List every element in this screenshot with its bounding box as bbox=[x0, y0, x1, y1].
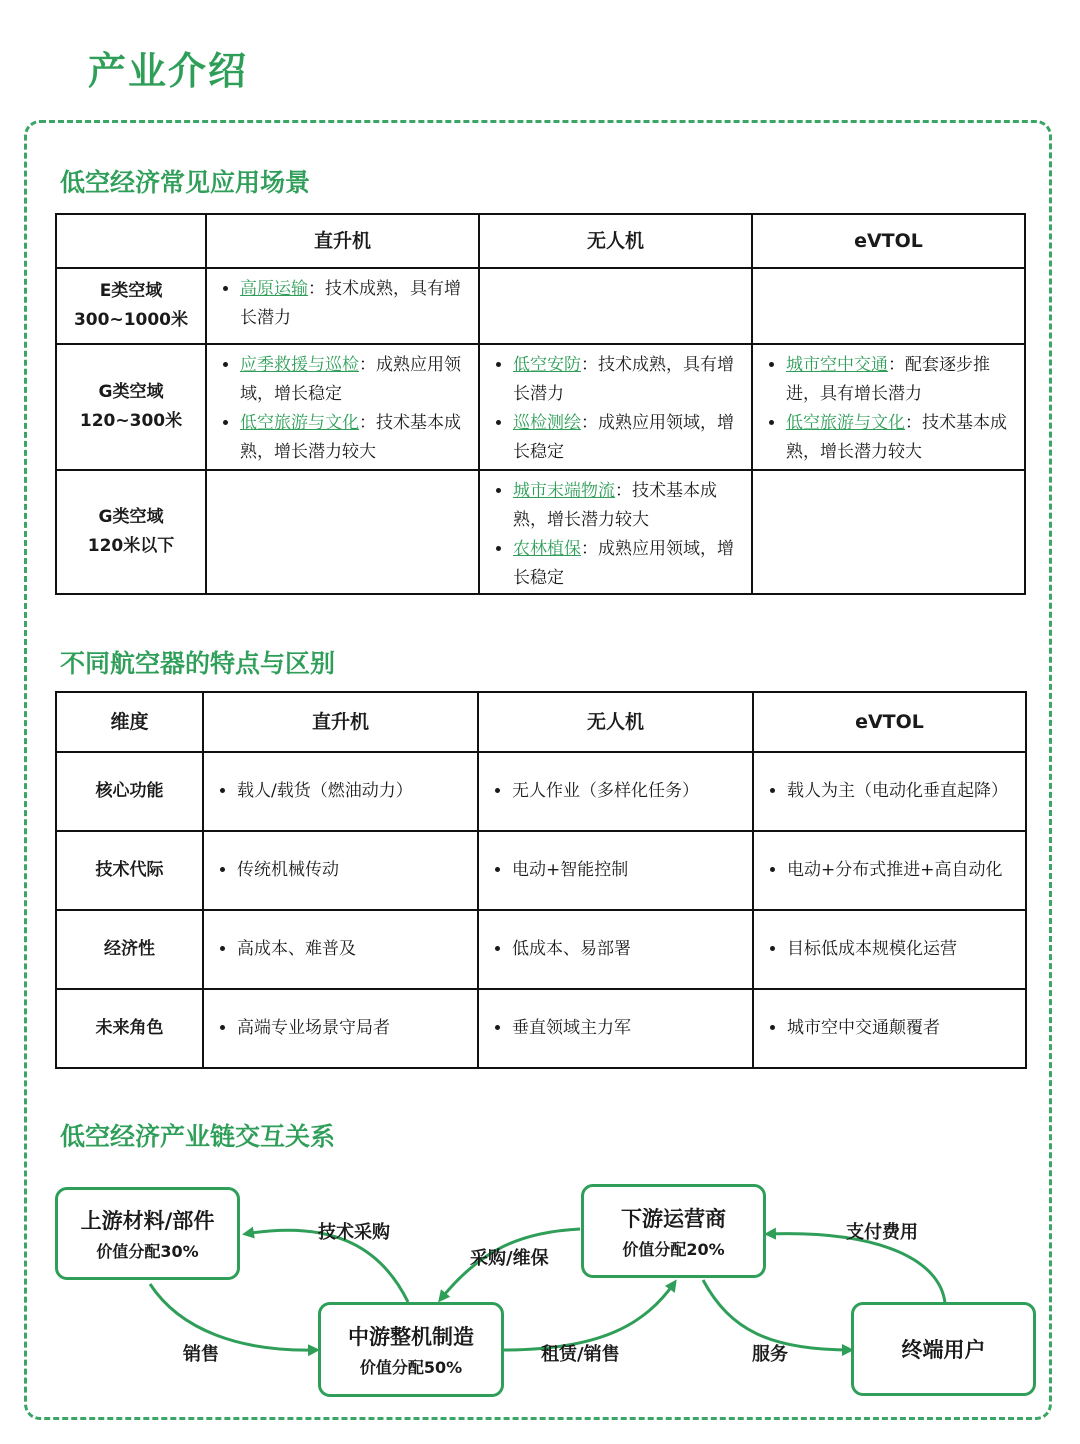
header-cell: 无人机 bbox=[478, 692, 753, 752]
node-upstream bbox=[55, 1187, 240, 1280]
scenario-desc: ：成熟应用领域，增长稳定 bbox=[240, 355, 461, 404]
row-label-line: 120~300米 bbox=[79, 411, 183, 431]
row-label-line: 300~1000米 bbox=[73, 310, 189, 330]
scenario-desc: ：技术成熟，具有增长潜力 bbox=[513, 355, 734, 404]
edge-label-tech-purchase: 技术采购 bbox=[318, 1222, 390, 1243]
scenario-desc: ：技术成熟，具有增长潜力 bbox=[240, 279, 461, 328]
node-enduser bbox=[851, 1302, 1036, 1396]
arrow-payment bbox=[767, 1234, 945, 1303]
scenario-desc: ：配套逐步推进，具有增长潜力 bbox=[786, 355, 990, 404]
list-item: • 高成本、难普及 bbox=[237, 935, 473, 964]
edge-label-lease-sales: 租赁/销售 bbox=[541, 1344, 620, 1365]
scenario-link[interactable]: 应季救援与巡检 bbox=[240, 355, 359, 375]
list-item: • 电动+分布式推进+高自动化 bbox=[787, 856, 1021, 885]
list-item: • 低成本、易部署 bbox=[512, 935, 748, 964]
list-item: • 载人/载货（燃油动力） bbox=[237, 777, 473, 806]
scenario-desc: ：成熟应用领域，增长稳定 bbox=[513, 413, 734, 462]
scenario-link[interactable]: 低空旅游与文化 bbox=[786, 413, 905, 433]
row-label: 经济性 bbox=[56, 910, 203, 989]
list-item: • 城市空中交通颠覆者 bbox=[787, 1014, 1021, 1043]
scenario-link[interactable]: 城市空中交通 bbox=[786, 355, 888, 375]
header-cell: eVTOL bbox=[752, 214, 1025, 268]
scenario-link[interactable]: 低空旅游与文化 bbox=[240, 413, 359, 433]
row-label-line: E类空域 bbox=[99, 281, 163, 301]
scenario-desc: ：技术基本成熟，增长潜力较大 bbox=[786, 413, 1007, 462]
header-cell: 直升机 bbox=[206, 214, 479, 268]
row-label-line: G类空域 bbox=[98, 382, 164, 402]
scenario-desc: ：技术基本成熟，增长潜力较大 bbox=[240, 413, 461, 462]
node-title: 中游整机制造 bbox=[348, 1325, 474, 1349]
scenario-desc: ：技术基本成熟，增长潜力较大 bbox=[513, 481, 717, 530]
header-cell: 无人机 bbox=[479, 214, 752, 268]
scenario-link[interactable]: 高原运输 bbox=[240, 279, 308, 299]
node-value: 价值分配30% bbox=[96, 1242, 199, 1261]
node-midstream bbox=[318, 1302, 504, 1397]
node-title: 终端用户 bbox=[901, 1338, 986, 1362]
node-title: 上游材料/部件 bbox=[80, 1209, 215, 1233]
edge-label-payment: 支付费用 bbox=[846, 1222, 918, 1243]
list-item: • 传统机械传动 bbox=[237, 856, 473, 885]
edge-label-service: 服务 bbox=[752, 1344, 788, 1365]
node-value: 价值分配50% bbox=[359, 1358, 463, 1377]
list-item: • 无人作业（多样化任务） bbox=[512, 777, 748, 806]
row-label-line: G类空域 bbox=[98, 507, 164, 527]
arrow-sales-up bbox=[150, 1284, 317, 1350]
list-item: • 载人为主（电动化垂直起降） bbox=[787, 777, 1021, 806]
scenario-link[interactable]: 低空安防 bbox=[513, 355, 581, 375]
list-item: • 垂直领域主力军 bbox=[512, 1014, 748, 1043]
scenario-link[interactable]: 巡检测绘 bbox=[513, 413, 581, 433]
row-label: 技术代际 bbox=[56, 831, 203, 910]
list-item: • 目标低成本规模化运营 bbox=[787, 935, 1021, 964]
scenario-link[interactable]: 农林植保 bbox=[513, 539, 581, 559]
section2-title: 不同航空器的特点与区别 bbox=[60, 649, 336, 678]
header-cell: eVTOL bbox=[753, 692, 1026, 752]
header-cell: 维度 bbox=[56, 692, 203, 752]
list-item: • 电动+智能控制 bbox=[512, 856, 748, 885]
node-downstream bbox=[581, 1184, 766, 1278]
header-cell: 直升机 bbox=[203, 692, 478, 752]
edge-label-sales: 销售 bbox=[183, 1344, 219, 1365]
row-label: 未来角色 bbox=[56, 989, 203, 1068]
list-item: • 高端专业场景守局者 bbox=[237, 1014, 473, 1043]
edge-label-purchase-maint: 采购/维保 bbox=[470, 1248, 549, 1269]
row-label-line: 120米以下 bbox=[87, 536, 175, 556]
section1-title: 低空经济常见应用场景 bbox=[60, 168, 311, 197]
section3-title: 低空经济产业链交互关系 bbox=[60, 1122, 336, 1151]
row-label: 核心功能 bbox=[56, 752, 203, 831]
node-title: 下游运营商 bbox=[621, 1206, 726, 1231]
node-value: 价值分配20% bbox=[622, 1239, 725, 1259]
page-title: 产业介绍 bbox=[88, 49, 249, 93]
scenario-link[interactable]: 城市末端物流 bbox=[513, 481, 615, 501]
scenario-desc: ：成熟应用领域，增长稳定 bbox=[513, 539, 734, 588]
